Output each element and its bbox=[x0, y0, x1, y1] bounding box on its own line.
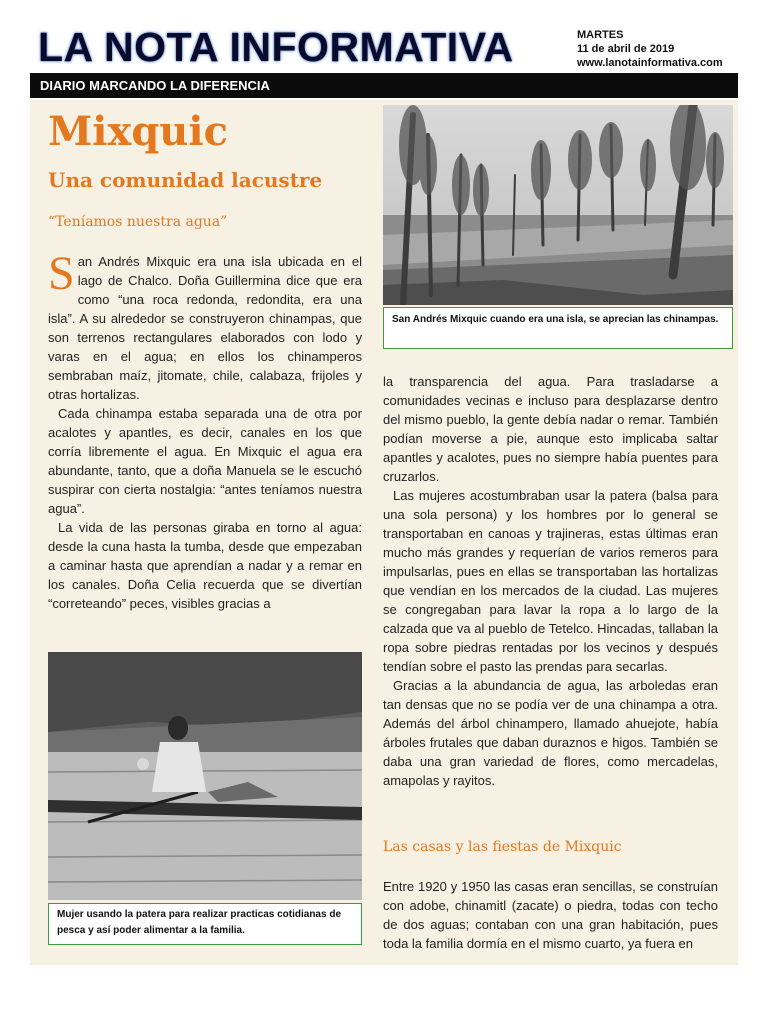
photo-chinampas bbox=[383, 105, 733, 305]
article-quote-heading: “Teníamos nuestra agua” bbox=[48, 214, 228, 230]
date-full: 11 de abril de 2019 bbox=[577, 43, 675, 55]
article-subheadline: Una comunidad lacustre bbox=[48, 168, 323, 192]
article-paragraph: La vida de las personas giraba en torno al agua: desde la cuna hasta la tumba, desde que empezaban a caminar hasta que aprendían a nadar y a remar en los canales. Doña Celia recuerda que se divertían “correteando” peces, visibles gracias a bbox=[48, 520, 362, 611]
article-paragraph: Entre 1920 y 1950 las casas eran sencillas, se construían con adobe, chinamitl (zacate) o piedra, todas con techo de dos aguas; contaban con una gran habitación, pues toda la familia dormía en el mismo cuarto, ya fuera en bbox=[383, 879, 718, 951]
photo-patera bbox=[48, 652, 362, 900]
photo-caption-bottom: Mujer usando la patera para realizar practicas cotidianas de pesca y así poder alimentar a la familia. bbox=[48, 903, 362, 945]
section-heading: Las casas y las fiestas de Mixquic bbox=[383, 839, 622, 855]
article-column-left bbox=[48, 247, 362, 613]
tagline-banner bbox=[30, 73, 738, 98]
chinampas-image bbox=[383, 105, 733, 305]
article-paragraph: Cada chinampa estaba separada una de otra por acalotes y apantles, es decir, canales en los que corría libremente el agua. En Mixquic el agua era abundante, tanto, que a doña Manuela se le escuchó suspirar con cierta nostalgia: “antes teníamos nuestra agua”. bbox=[48, 406, 362, 516]
date-block bbox=[577, 28, 723, 70]
patera-image bbox=[48, 652, 362, 900]
drop-cap: S bbox=[48, 247, 75, 300]
article-paragraph: Las mujeres acostumbraban usar la patera (balsa para una sola persona) y los hombres por lo general se transportaban en canoas y trajineras, estas últimas eran mucho más grandes y requerían de varios remeros para impulsarlas, pues en ellas se transportaban las hortalizas que vendían en los mercados de la ciudad. Las mujeres se congregaban para lavar la ropa a lo largo de la calzada que va al pueblo de Tetelco. Hincadas, tallaban la ropa sobre piedras rentadas por los vecinos y después tendían sobre el pasto las prendas para secarlas. bbox=[383, 488, 718, 674]
article-paragraph: la transparencia del agua. Para trasladarse a comunidades vecinas e incluso para desplazarse dentro del mismo pueblo, la gente debía nadar o remar. También podían moverse a pie, aunque esto implicaba saltar apantles y acalotes, pues no siempre había puentes para cruzarlos. bbox=[383, 374, 718, 484]
article-column-right bbox=[383, 372, 718, 790]
article-paragraph: Gracias a la abundancia de agua, las arboledas eran tan densas que no se podía ver de una chinampa a otra. Además del árbol chinampero, llamado ahuejote, había árboles frutales que daban duraznos e higos. También se daba una gran variedad de flores, como mercadelas, amapolas y rayitos. bbox=[383, 678, 718, 788]
photo-caption-top: San Andrés Mixquic cuando era una isla, se aprecian las chinampas. bbox=[383, 307, 733, 349]
article-headline: Mixquic bbox=[48, 108, 228, 155]
article-column-right-continued bbox=[383, 877, 718, 953]
date-day: MARTES bbox=[577, 29, 624, 41]
website-url: www.lanotainformativa.com bbox=[577, 57, 723, 69]
article-paragraph bbox=[48, 247, 362, 404]
newspaper-title: LA NOTA INFORMATIVA bbox=[38, 24, 514, 70]
paragraph-text: an Andrés Mixquic era una isla ubicada en el lago de Chalco. Doña Guillermina dice que era como “una roca redonda, redondita, era una isla”. A su alrededor se construyeron chinampas, que son terrenos rectangulares elaborados con lodo y varas en el agua; en ellos los chinamperos sembraban maíz, jitomate, chile, calabaza, frijoles y otras hortalizas. bbox=[48, 254, 362, 402]
tagline-text: DIARIO MARCANDO LA DIFERENCIA bbox=[40, 78, 270, 93]
